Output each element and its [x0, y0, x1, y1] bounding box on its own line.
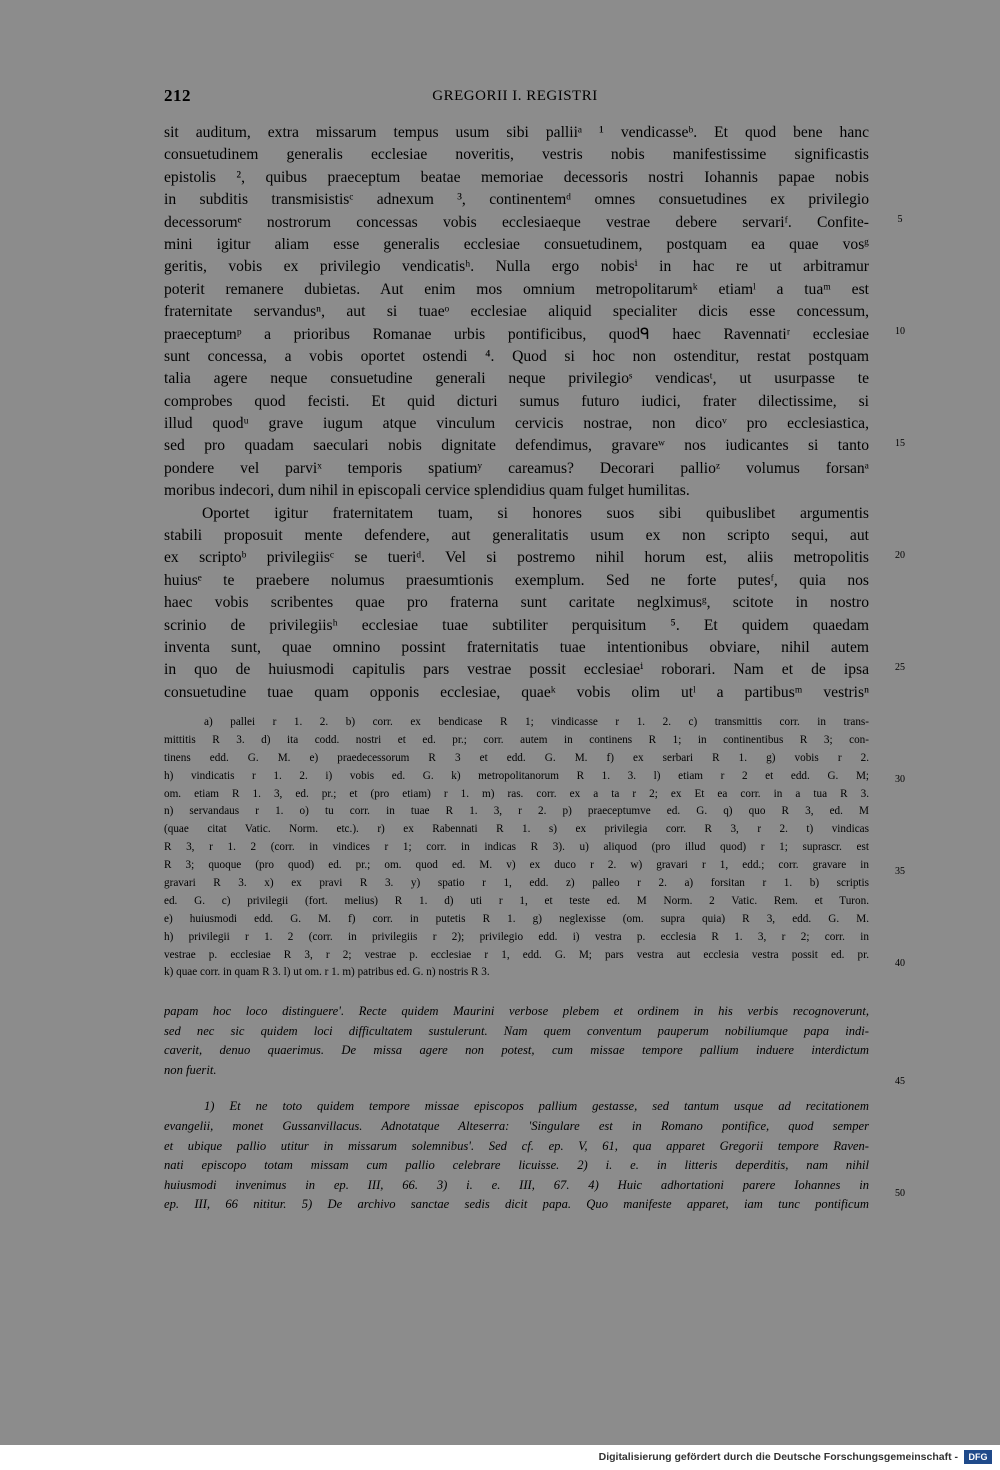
margin-line-number: 10 [895, 326, 905, 337]
commentary-line: ep. III, 66 nititur. 5) De archivo sanctae sedis dicit papa. Quo manifeste apparet, iam tunc pontificum [164, 1197, 869, 1212]
apparatus-line: R 3, r 1. 2 (corr. in vindices r 1; corr. in indicas R 3). u) aliquod (pro illud quod) r 1; suprascr. est [164, 841, 869, 854]
text-line: haec vobis scribentes quae pro fraterna sunt caritate neglximusᵍ, scitote in nostro [164, 594, 869, 612]
text-line: talia agere neque consuetudine generali neque privilegioˢ vendicasᵗ, ut usurpasse te [164, 370, 869, 388]
apparatus-line: h) vindicatis r 1. 2. i) vobis ed. G. k) metropolitanorum R 1. 3. l) etiam r 2 et edd. G. M; [164, 769, 869, 782]
text-line: sed pro quadam saeculari nobis dignitate defendimus, gravareʷ nos iudicantes si tanto [164, 437, 869, 455]
commentary-line: nati episcopo totam missam cum pallio celebrare licuisse. 2) i. e. in litteris deperditis, nam nihil [164, 1158, 869, 1173]
dfg-logo: DFG [964, 1450, 992, 1464]
margin-line-number: 45 [895, 1076, 905, 1087]
margin-line-number: 5 [897, 214, 903, 225]
text-line: ex scriptoᵇ privilegiisᶜ se tueriᵈ. Vel si postremo nihil horum est, aliis metropolitis [164, 549, 869, 567]
commentary-line: sed nec sic quidem loci difficultatem sustulerunt. Nam quem conventum pauperum nobiliumque papa indi- [164, 1023, 869, 1038]
text-line: in subditis transmisistisᶜ adnexum ³, continentemᵈ omnes consuetudines ex privilegio [164, 191, 869, 209]
text-line: pondere vel parviˣ temporis spatiumʸ careamus? Decorari pallioᶻ volumus forsanᵃ [164, 459, 869, 477]
text-line: scrinio de privilegiisʰ ecclesiae tuae subtiliter perquisitum ⁵. Et quidem quaedam [164, 616, 869, 634]
apparatus-line: n) servandaus r 1. o) tu corr. in tuae R 1. 3, r 2. p) praeceptumve ed. G. q) quo R 3, ed. M [164, 805, 869, 818]
margin-line-number: 50 [895, 1188, 905, 1199]
commentary-line: et ubique pallio utitur in missarum solemnibus'. Sed cf. ep. V, 61, qua apparet Gregorii tempore Raven- [164, 1138, 869, 1153]
margin-line-number: 40 [895, 958, 905, 969]
critical-apparatus [164, 714, 869, 982]
running-title: GREGORII I. REGISTRI [432, 88, 598, 104]
apparatus-line: k) quae corr. in quam R 3. l) ut om. r 1. m) patribus ed. G. n) nostris R 3. [164, 966, 490, 979]
note-spacer [164, 1080, 869, 1097]
margin-line-number: 35 [895, 866, 905, 877]
text-line: stabili proposuit mente defendere, aut generalitatis usum ex non scripto sequi, aut [164, 527, 869, 545]
page-header [164, 86, 866, 108]
commentary-line: non fuerit. [164, 1062, 217, 1077]
margin-line-number: 20 [895, 550, 905, 561]
apparatus-line: h) privilegii r 1. 2 (corr. in privilegiis r 2); privilegio edd. i) vestra p. ecclesia R 1. 3, r 2; corr. in [164, 930, 869, 943]
apparatus-line: om. etiam R 1. 3, ed. pr.; et (pro etiam) r 1. m) ras. corr. ex a ta r 2; ex Et ea corr. in a tua R 3. [164, 787, 869, 800]
apparatus-line: tinens edd. G. M. e) praedecessorum R 3 et edd. G. M. f) ex serbari R 1. g) vobis r 2. [164, 751, 869, 764]
apparatus-line: vestrae p. ecclesiae R 3, r 2; vestrae p. ecclesiae r 1, edd. G. M; pars vestra aut ecclesia vestra possit ed. pr. [164, 948, 869, 961]
commentary-line: papam hoc loco distinguere'. Recte quidem Maurini verbose plebem et ordinem in his verbis recognoverunt, [164, 1004, 869, 1018]
funding-credit: Digitalisierung gefördert durch die Deutsche Forschungsgemeinschaft - [598, 1451, 958, 1463]
text-line: praeceptumᵖ a prioribus Romanae urbis pontificibus, quodᑫ haec Ravennatiʳ ecclesiae [164, 325, 869, 343]
page-number: 212 [164, 86, 191, 105]
margin-line-number: 30 [895, 774, 905, 785]
apparatus-line: e) huiusmodi edd. G. M. f) corr. in putetis R 1. g) neglexisse (om. supra quia) R 3, edd. G. M. [164, 912, 869, 925]
apparatus-line: (quae citat Vatic. Norm. etc.). r) ex Rabennati R 1. s) ex privilegia corr. R 3, r 2. t) vindicas [164, 823, 869, 836]
text-line: in quo de huiusmodi capitulis pars vestrae possit ecclesiaeⁱ roborari. Nam et de ipsa [164, 661, 869, 679]
commentary-line: caverit, denuo quaerimus. De missa agere non potest, cum missae tempore pallium induere interdictum [164, 1043, 869, 1058]
commentary-line: evangelii, monet Gussanvillacus. Adnotatque Alteserra: 'Singulare est in Romano pontifice, quod semper [164, 1118, 869, 1133]
text-line: mini igitur aliam esse generalis ecclesiae consuetudinem, postquam ea quae vosᵍ [164, 235, 869, 253]
commentary-notes [164, 1002, 869, 1215]
main-text [164, 122, 869, 704]
text-line: consuetudine tuae quam opponis ecclesiae, quaeᵏ vobis olim utˡ a partibusᵐ vestrisⁿ [164, 683, 869, 701]
text-line: fraternitate servandusⁿ, aut si tuaeᵒ ecclesiae aliquid specialiter dicis esse concessum, [164, 303, 869, 321]
text-line: poterit remanere dubietas. Aut enim mos omnium metropolitarumᵏ etiamˡ a tuaᵐ est [164, 280, 869, 298]
text-line: decessorumᵉ nostrorum concessas vobis ecclesiaeque vestrae debere servariᶠ. Confite- [164, 213, 869, 231]
text-line: comprobes quod fecisti. Et quid dicturi sumus futuro iudici, frater dilectissime, si [164, 392, 869, 410]
text-line: Oportet igitur fraternitatem tuam, si honores suos sibi quibuslibet argumentis [202, 504, 869, 522]
text-line: illud quodᵘ grave iugum atque vinculum cervicis nostrae, non dicoᵛ pro ecclesiastica, [164, 415, 869, 433]
footer-bar [0, 1445, 1000, 1470]
text-line: inventa sunt, quae omnino possint fraternitatis tuae intentionibus obviare, nihil autem [164, 638, 869, 656]
apparatus-line: mittitis R 3. d) ita codd. nostri et ed. pr.; corr. autem in continens R 1; in continentibus R 3; con- [164, 733, 869, 746]
text-line: epistolis ², quibus praeceptum beatae memoriae decessoris nostri Iohannis papae nobis [164, 168, 869, 186]
apparatus-line: ed. G. c) privilegii (fort. melius) R 1. d) uti r 1, et teste ed. M Norm. 2 Vatic. Rem. et Turon. [164, 894, 869, 907]
margin-line-number: 15 [895, 438, 905, 449]
text-line: sunt concessa, a vobis oportet ostendi ⁴. Quod si hoc non ostenditur, restat postquam [164, 347, 869, 365]
commentary-line: huiusmodi invenimus in ep. III, 66. 3) i. e. III, 67. 4) Huic adhortationi parere Iohannes in [164, 1177, 869, 1192]
text-line: sit auditum, extra missarum tempus usum sibi palliiᵃ ¹ vendicasseᵇ. Et quod bene hanc [164, 124, 869, 141]
apparatus-line: R 3; quoque (pro quod) ed. pr.; om. quod ed. M. v) ex duco r 2. w) gravari r 1, edd.; corr. gravare in [164, 859, 869, 872]
text-line: consuetudinem generalis ecclesiae noveritis, vestris nobis manifestissime significastis [164, 146, 869, 164]
apparatus-line: gravari R 3. x) ex pravi R 3. y) spatio r 1, edd. z) palleo r 2. a) forsitan r 1. b) scriptis [164, 877, 869, 890]
commentary-line: 1) Et ne toto quidem tempore missae episcopos pallium gestasse, sed tantum usque ad recitationem [204, 1099, 869, 1114]
text-line: geritis, vobis ex privilegio vendicatisʰ. Nulla ergo nobisⁱ in hac re ut arbitramur [164, 258, 869, 276]
apparatus-line: a) pallei r 1. 2. b) corr. ex bendicase R 1; vindicasse r 1. 2. c) transmittis corr. in trans- [204, 716, 869, 728]
margin-line-number: 25 [895, 662, 905, 673]
text-line: huiusᵉ te praebere nolumus praesumtionis exemplum. Sed ne forte putesᶠ, quia nos [164, 571, 869, 589]
text-line: moribus indecori, dum nihil in episcopali cervice splendidius quam fulget humilitas. [164, 482, 690, 500]
